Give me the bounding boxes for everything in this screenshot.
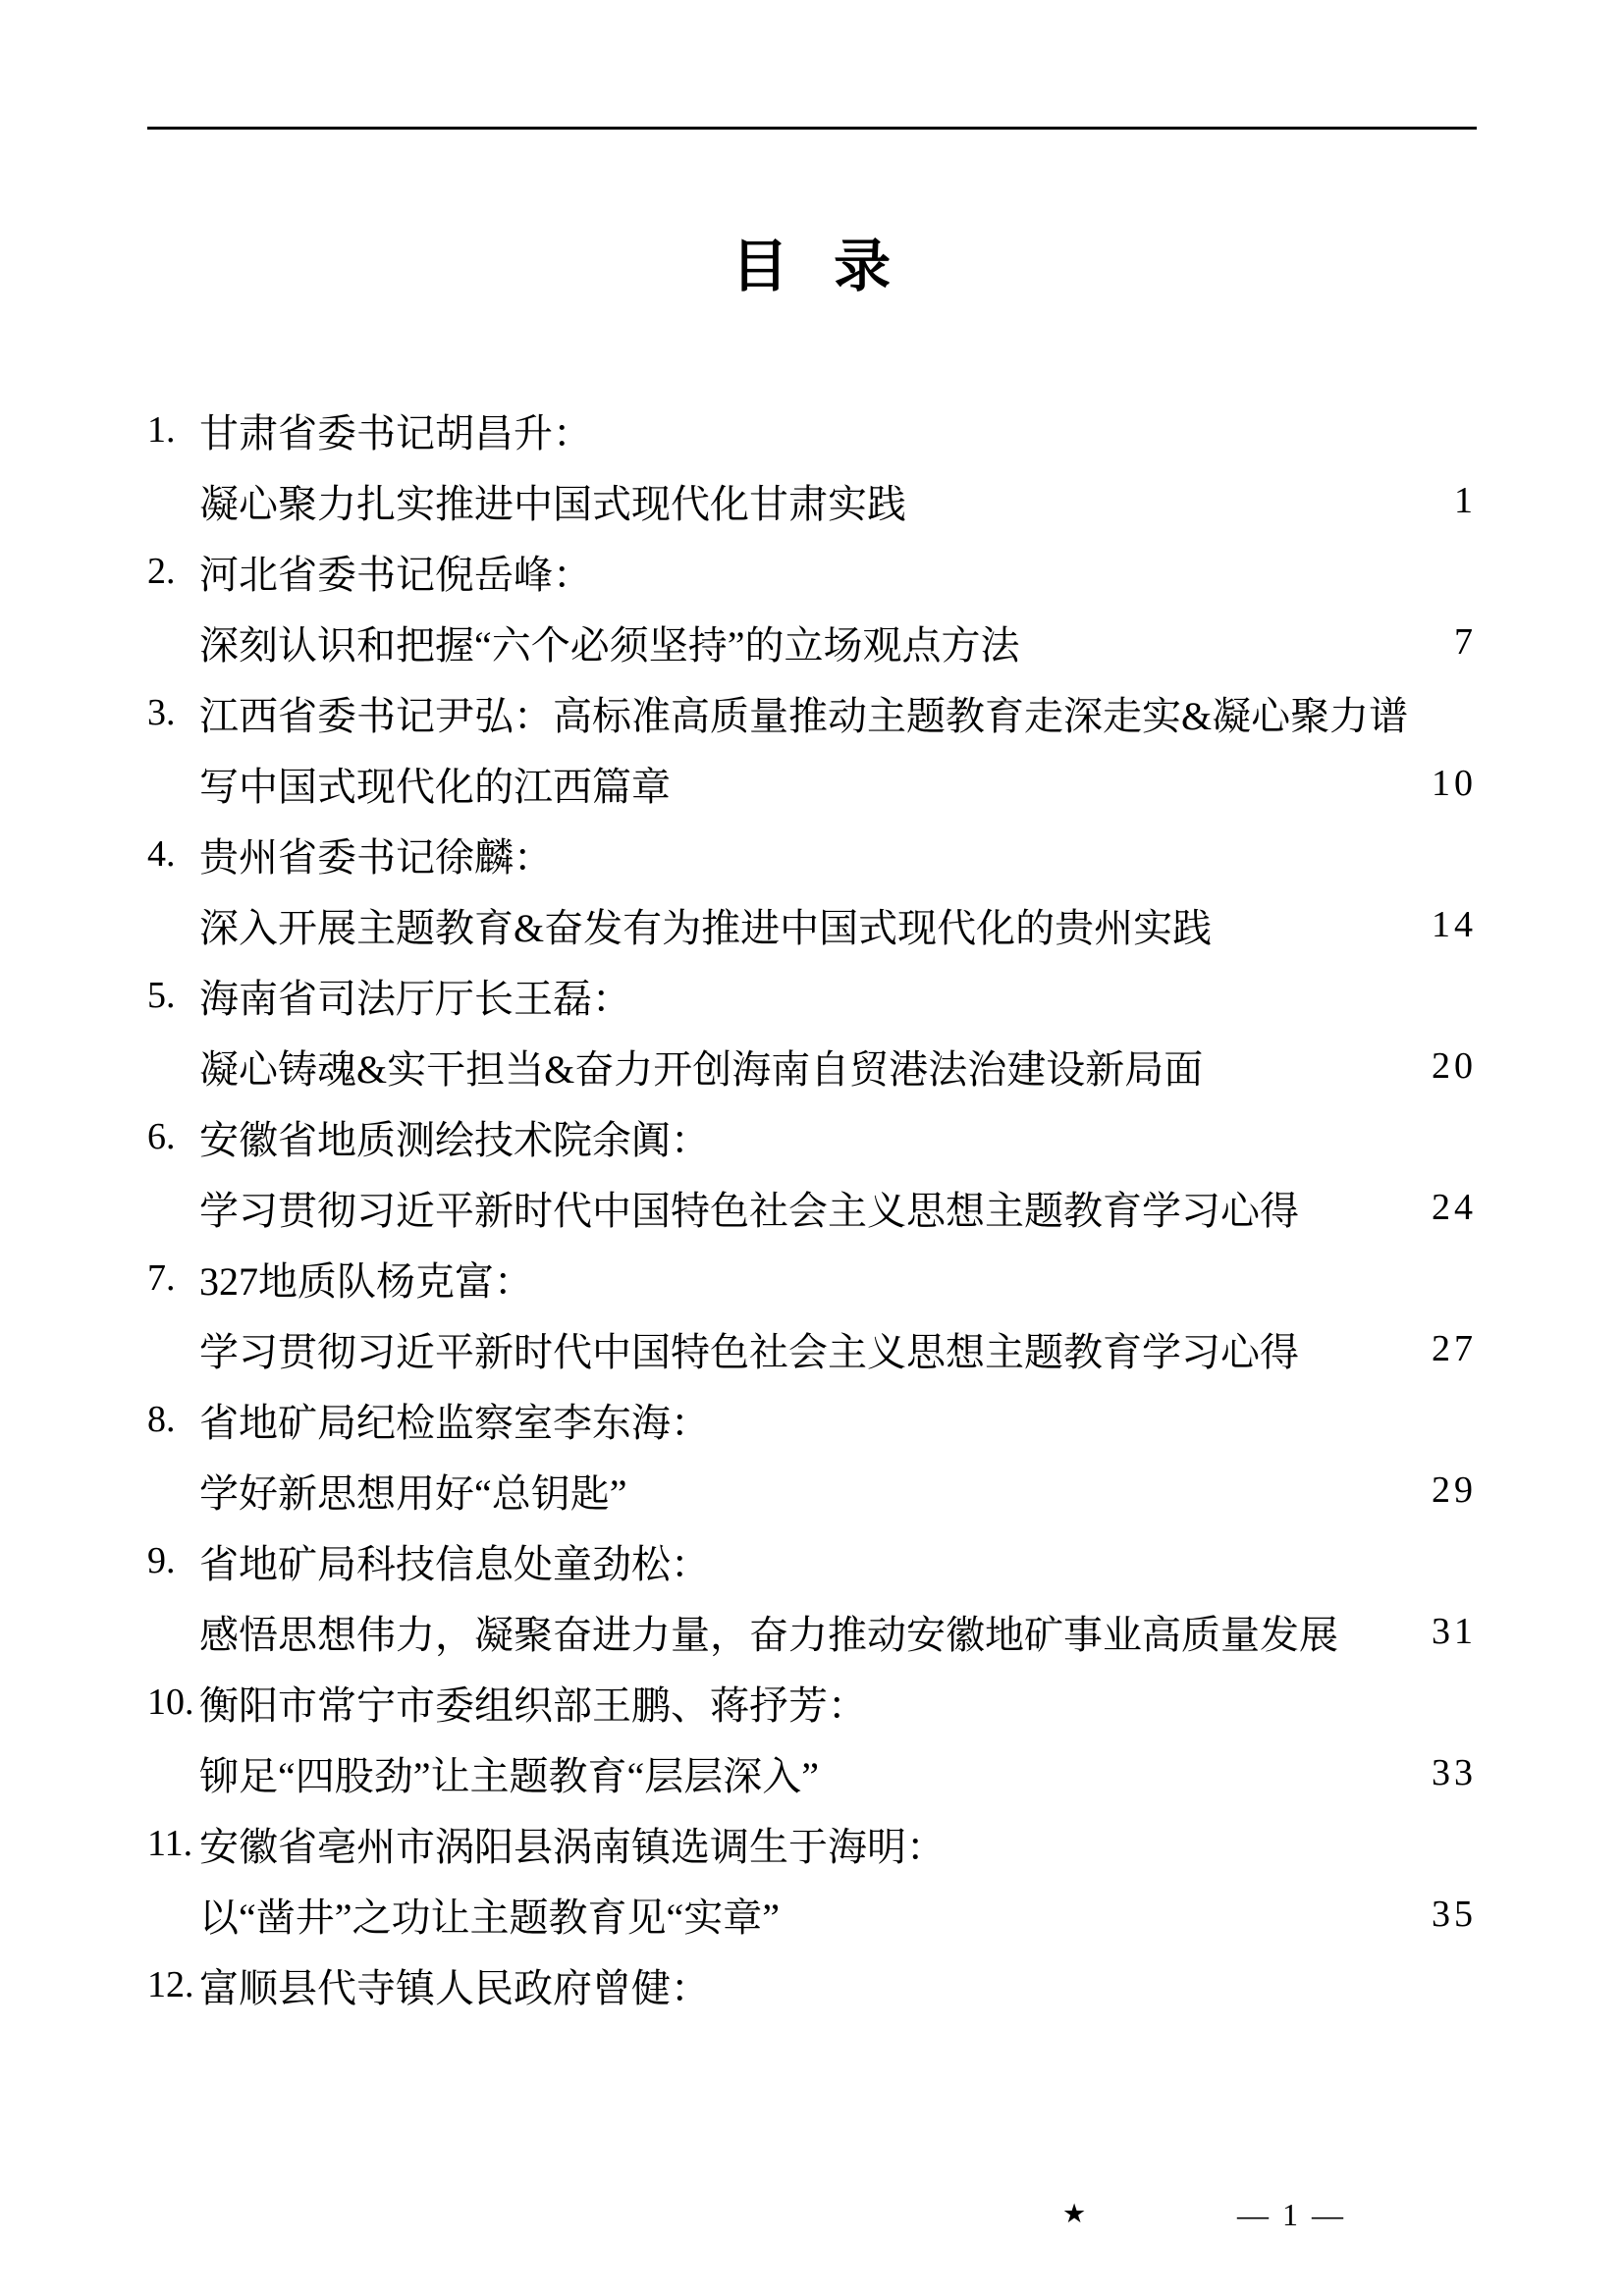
entry-page-number: 35 (1432, 1894, 1477, 1935)
entry-title: 安徽省地质测绘技术院余阗： (199, 1117, 710, 1162)
entry-number: 3. (147, 692, 176, 733)
toc-entry (147, 677, 1477, 819)
footer-page-number: — 1 — (1237, 2197, 1346, 2232)
entry-title: 海南省司法厅厅长王磊： (199, 976, 631, 1021)
entry-subtitle-row (147, 607, 1477, 677)
entry-heading-row (147, 1525, 1477, 1596)
toc-entry (147, 819, 1477, 960)
entry-number: 5. (147, 975, 176, 1016)
entry-page-number: 14 (1432, 904, 1477, 945)
entry-subtitle: 学好新思想用好“总钥匙” (199, 1470, 627, 1516)
entry-page-number: 1 (1454, 480, 1477, 521)
entry-number: 4. (147, 833, 176, 875)
entry-number: 11. (147, 1823, 193, 1864)
entry-subtitle-row (147, 1455, 1477, 1525)
entry-title: 衡阳市常宁市委组织部王鹏、蒋抒芳： (199, 1682, 867, 1728)
entry-title: 甘肃省委书记胡昌升： (199, 410, 592, 455)
entry-number: 7. (147, 1257, 176, 1299)
entry-subtitle-row (147, 1313, 1477, 1384)
entry-page-number: 10 (1432, 763, 1477, 804)
entry-title: 327地质队杨克富： (199, 1258, 533, 1304)
entry-page-number: 24 (1432, 1187, 1477, 1228)
toc-entry (147, 1525, 1477, 1667)
toc-entry (147, 1243, 1477, 1384)
entry-subtitle: 深入开展主题教育&奋发有为推进中国式现代化的贵州实践 (199, 905, 1213, 950)
entry-number: 8. (147, 1399, 176, 1440)
entry-page-number: 29 (1432, 1469, 1477, 1511)
entry-title: 富顺县代寺镇人民政府曾健： (199, 1965, 710, 2010)
entry-heading-row (147, 960, 1477, 1031)
entry-number: 1. (147, 409, 176, 451)
entry-subtitle-row (147, 889, 1477, 960)
toc-list (147, 395, 1477, 2020)
entry-page-number: 27 (1432, 1328, 1477, 1369)
entry-subtitle: 学习贯彻习近平新时代中国特色社会主义思想主题教育学习心得 (199, 1188, 1299, 1233)
entry-heading-row (147, 1384, 1477, 1455)
entry-subtitle-row (147, 748, 1477, 819)
entry-heading-row (147, 536, 1477, 607)
entry-heading-row (147, 1808, 1477, 1879)
entry-page-number: 7 (1454, 621, 1477, 663)
entry-heading-row (147, 677, 1477, 748)
entry-heading-row (147, 1949, 1477, 2020)
entry-title: 安徽省亳州市涡阳县涡南镇选调生于海明： (199, 1824, 946, 1869)
entry-number: 10. (147, 1682, 194, 1723)
entry-title: 贵州省委书记徐麟： (199, 834, 553, 880)
entry-subtitle-row (147, 1737, 1477, 1808)
entry-subtitle-row (147, 1879, 1477, 1949)
entry-subtitle-row (147, 1596, 1477, 1667)
toc-entry (147, 1667, 1477, 1808)
toc-entry (147, 536, 1477, 677)
entry-heading-row (147, 819, 1477, 889)
entry-page-number: 31 (1432, 1611, 1477, 1652)
entry-number: 2. (147, 551, 176, 592)
entry-page-number: 33 (1432, 1752, 1477, 1793)
entry-page-number: 20 (1432, 1045, 1477, 1087)
entry-subtitle: 以“凿井”之功让主题教育见“实章” (199, 1895, 781, 1940)
entry-subtitle: 铆足“四股劲”让主题教育“层层深入” (199, 1753, 820, 1798)
entry-number: 9. (147, 1540, 176, 1581)
entry-subtitle: 感悟思想伟力，凝聚奋进力量，奋力推动安徽地矿事业高质量发展 (199, 1612, 1338, 1657)
entry-title: 江西省委书记尹弘：高标准高质量推动主题教育走深走实&凝心聚力谱 (199, 693, 1409, 738)
header-rule (147, 127, 1477, 130)
entry-subtitle: 深刻认识和把握“六个必须坚持”的立场观点方法 (199, 622, 1020, 667)
toc-entry (147, 395, 1477, 536)
entry-heading-row (147, 1667, 1477, 1737)
entry-subtitle-row (147, 1031, 1477, 1101)
entry-title: 省地矿局科技信息处童劲松： (199, 1541, 710, 1586)
entry-title: 河北省委书记倪岳峰： (199, 552, 592, 597)
entry-subtitle: 凝心铸魂&实干担当&奋力开创海南自贸港法治建设新局面 (199, 1046, 1204, 1092)
star-icon: ★ (1062, 2199, 1087, 2229)
toc-entry (147, 960, 1477, 1101)
entry-subtitle-row (147, 1172, 1477, 1243)
entry-subtitle: 写中国式现代化的江西篇章 (199, 764, 671, 809)
page-title: 目 录 (731, 233, 893, 299)
entry-subtitle: 学习贯彻习近平新时代中国特色社会主义思想主题教育学习心得 (199, 1329, 1299, 1374)
entry-subtitle-row (147, 465, 1477, 536)
entry-number: 12. (147, 1964, 194, 2005)
entry-heading-row (147, 1101, 1477, 1172)
toc-entry (147, 1101, 1477, 1243)
entry-subtitle: 凝心聚力扎实推进中国式现代化甘肃实践 (199, 481, 906, 526)
toc-entry (147, 1384, 1477, 1525)
entry-heading-row (147, 395, 1477, 465)
toc-entry (147, 1808, 1477, 1949)
entry-title: 省地矿局纪检监察室李东海： (199, 1400, 710, 1445)
entry-number: 6. (147, 1116, 176, 1157)
entry-heading-row (147, 1243, 1477, 1313)
toc-entry (147, 1949, 1477, 2020)
